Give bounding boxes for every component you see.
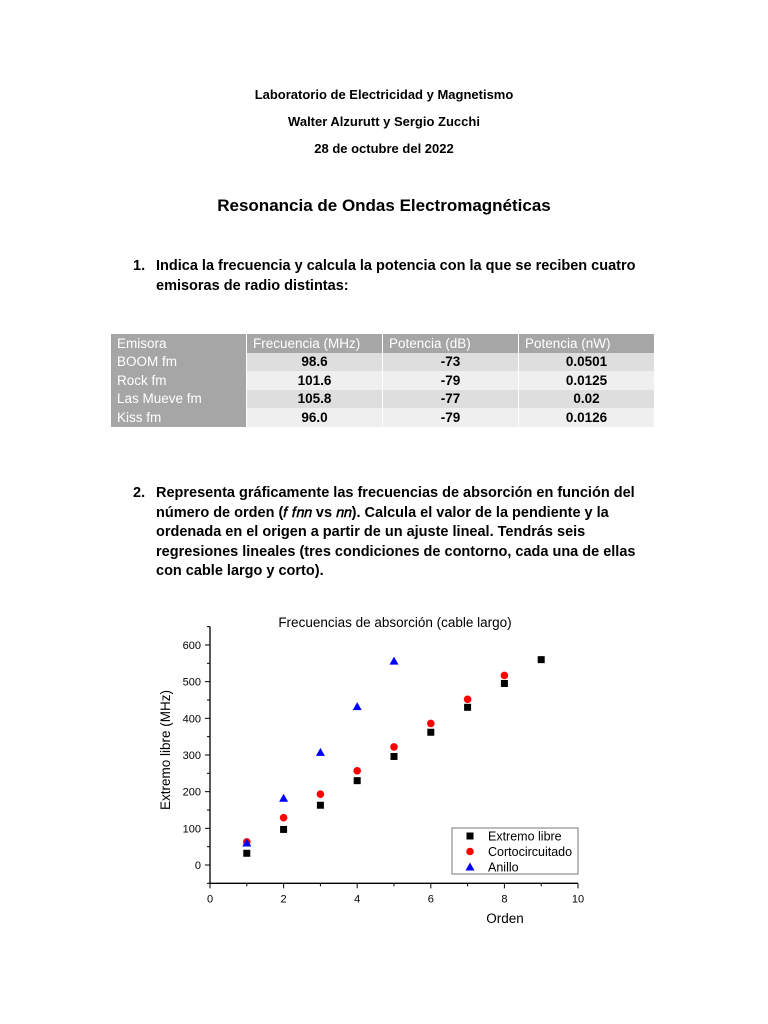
- table-cell: Kiss fm: [111, 408, 246, 427]
- x-tick-label: 6: [427, 893, 434, 906]
- table-cell: 0.02: [519, 390, 654, 409]
- y-tick-label: 0: [194, 860, 201, 872]
- x-axis-label: Orden: [486, 911, 524, 926]
- date: 28 de octubre del 2022: [314, 141, 454, 156]
- legend-label: Extremo libre: [488, 829, 562, 844]
- table-row: [111, 408, 654, 427]
- legend-label: Cortocircuitado: [488, 845, 573, 859]
- table-cell: 101.6: [247, 371, 382, 390]
- data-point-triangle: [353, 702, 362, 710]
- table-cell: 105.8: [247, 390, 382, 409]
- y-tick-label: 600: [182, 639, 201, 652]
- x-tick-label: 0: [206, 893, 214, 906]
- question-text: Representa gráficamente las frecuencias de absorción en función del número de orden (𝑓 𝑓𝑛𝑛 vs 𝑛𝑛). Calcula el valor de la pendiente y la ordenada en el origen a partir de un ajuste lineal. Tendrás seis regresiones lineales (tres condiciones de contorno, cada una de ellas con cable largo y corto).: [156, 485, 636, 579]
- data-point-triangle: [390, 657, 399, 665]
- y-tick-label: 200: [182, 786, 201, 799]
- table-cell: BOOM fm: [111, 353, 246, 372]
- column-header: Potencia (dB): [383, 334, 518, 353]
- data-point-square: [317, 802, 324, 809]
- data-point-square: [354, 777, 361, 784]
- legend-label: Anillo: [488, 860, 519, 875]
- data-point-circle: [501, 672, 509, 680]
- radio-stations-table: [110, 334, 655, 427]
- document-title: Resonancia de Ondas Electromagnéticas: [217, 196, 551, 215]
- data-point-square: [280, 826, 287, 833]
- data-point-square: [538, 656, 545, 663]
- data-point-circle: [353, 767, 361, 775]
- table-cell: 96.0: [247, 408, 382, 427]
- y-tick-label: 300: [182, 749, 201, 762]
- table-cell: 98.6: [247, 353, 382, 372]
- question-number: 2.: [133, 485, 146, 501]
- data-point-circle: [280, 814, 288, 822]
- column-header: Emisora: [111, 334, 246, 353]
- legend-marker-circle: [466, 848, 474, 856]
- table-row: [111, 353, 654, 372]
- y-tick-label: 100: [182, 823, 201, 836]
- question-number: 1.: [133, 258, 146, 274]
- table-row: [111, 371, 654, 390]
- x-tick-label: 2: [280, 893, 287, 906]
- table-header-row: [111, 334, 654, 353]
- data-point-circle: [317, 790, 325, 798]
- data-point-square: [501, 680, 508, 687]
- question-1: [133, 257, 663, 296]
- question-text: Indica la frecuencia y calcula la potencia con la que se reciben cuatro emisoras de radio distintas:: [156, 258, 636, 294]
- data-point-triangle: [279, 794, 288, 802]
- data-point-circle: [427, 720, 435, 728]
- data-point-circle: [464, 695, 472, 703]
- column-header: Potencia (nW): [519, 334, 654, 353]
- data-point-circle: [390, 743, 398, 751]
- table-cell: -73: [383, 353, 518, 372]
- chart-title: Frecuencias de absorción (cable largo): [278, 615, 512, 630]
- lab-name: Laboratorio de Electricidad y Magnetismo: [254, 87, 514, 102]
- x-tick-label: 8: [501, 893, 508, 906]
- absorption-frequency-chart: [150, 600, 590, 930]
- data-point-square: [243, 850, 250, 857]
- y-axis-label: Extremo libre (MHz): [158, 689, 173, 811]
- table-cell: 0.0125: [519, 371, 654, 390]
- y-tick-label: 400: [182, 713, 201, 726]
- authors: Walter Alzurutt y Sergio Zucchi: [288, 114, 480, 129]
- table-cell: 0.0126: [519, 408, 654, 427]
- x-tick-label: 10: [571, 893, 585, 906]
- table-cell: -77: [383, 390, 518, 409]
- legend-marker-square: [467, 833, 474, 840]
- table-cell: Rock fm: [111, 371, 246, 390]
- data-point-square: [464, 704, 471, 711]
- column-header: Frecuencia (MHz): [247, 334, 382, 353]
- table-cell: -79: [383, 371, 518, 390]
- data-point-square: [391, 753, 398, 760]
- y-tick-label: 500: [182, 676, 201, 689]
- data-point-square: [427, 729, 434, 736]
- question-2: [133, 484, 663, 582]
- table-cell: 0.0501: [519, 353, 654, 372]
- table-cell: -79: [383, 408, 518, 427]
- x-tick-label: 4: [354, 893, 361, 906]
- table-cell: Las Mueve fm: [111, 390, 246, 409]
- data-point-triangle: [316, 748, 325, 756]
- table-row: [111, 390, 654, 409]
